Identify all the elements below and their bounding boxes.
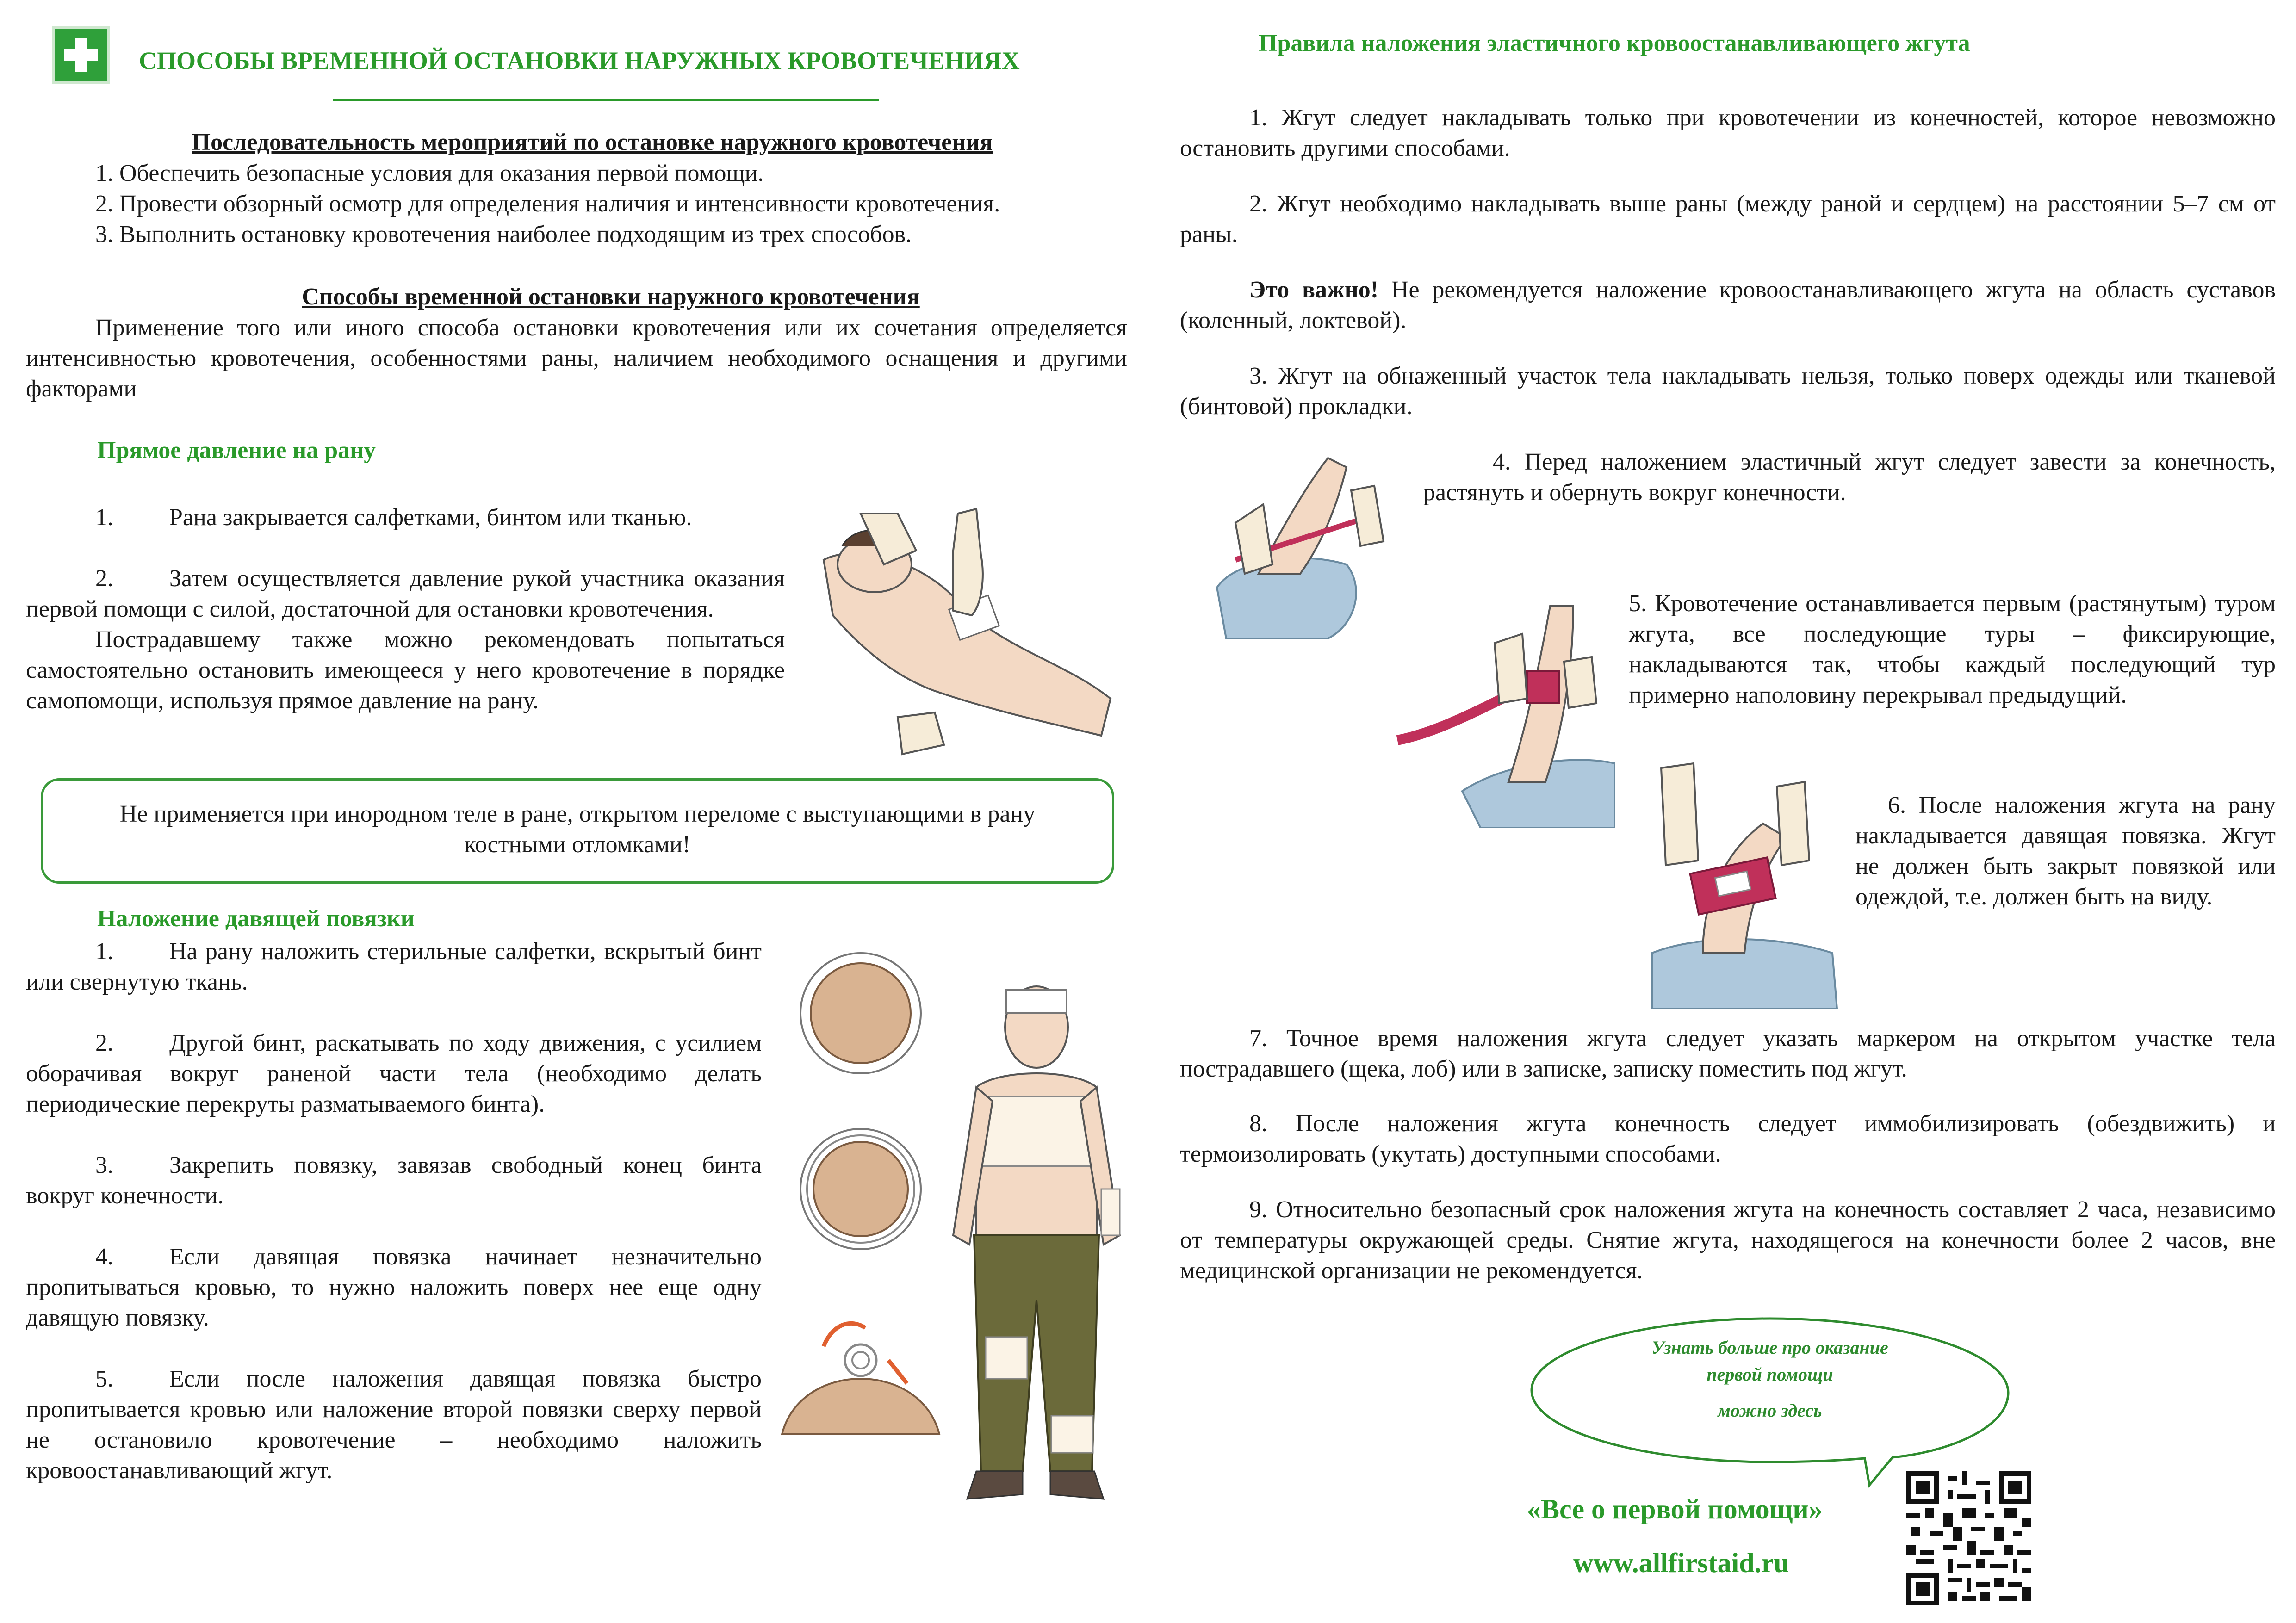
tourniquet-step5-illustration <box>1388 588 1615 828</box>
rule-1: 1. Жгут следует накладывать только при кровотечении из конечностей, которое невозможно остановить другими способами. <box>1180 105 2276 161</box>
info-bubble[interactable] <box>1527 1314 2013 1490</box>
methods-heading: Способы временной остановки наружного кровотечения <box>302 284 920 310</box>
dp-item1-num: 1. <box>95 504 113 531</box>
direct-pressure-heading: Прямое давление на рану <box>97 437 376 464</box>
pb-item-3 <box>26 1150 762 1211</box>
logo <box>52 26 110 84</box>
brand-name: «Все о первой помощи» <box>1527 1494 1823 1524</box>
important-note <box>1180 275 2276 336</box>
pb-item-4-num: 4. <box>95 1244 113 1270</box>
pb-item-5-text: Если после наложения давящая повязка быстро пропитывается кровью или наложение второй повязки сверху первой не остановило кровотечение – необходимо наложить кровоостанавливающий жгут. <box>26 1366 762 1484</box>
bubble-line-3: можно здесь <box>1718 1400 1822 1421</box>
tourniquet-step4-illustration <box>1208 449 1411 643</box>
pb-item-1-text: На рану наложить стерильные салфетки, вскрытый бинт или свернутую ткань. <box>26 938 762 995</box>
sequence-heading: Последовательность мероприятий по остановке наружного кровотечения <box>192 129 993 155</box>
sequence-item-3: 3. Выполнить остановку кровотечения наиболее подходящим из трех способов. <box>95 221 912 248</box>
bandage-technique-illustration <box>773 944 949 1457</box>
bandaged-man-illustration <box>944 948 1129 1522</box>
pressure-bandage-heading: Наложение давящей повязки <box>97 905 415 932</box>
direct-pressure-text <box>26 502 785 716</box>
pb-item-5-num: 5. <box>95 1366 113 1392</box>
title-underline <box>333 99 879 101</box>
pb-item-5 <box>26 1364 762 1486</box>
bubble-line-2: первой помощи <box>1706 1364 1833 1385</box>
important-label: Это важно! <box>1249 277 1379 303</box>
sequence-item-2: 2. Провести обзорный осмотр для определения наличия и интенсивности кровотечения. <box>95 191 1000 217</box>
qr-code[interactable] <box>1906 1471 2031 1605</box>
pb-item-2-text: Другой бинт, раскатывать по ходу движения, с усилием оборачивая вокруг раненой части тела (необходимо делать периодические перекруты разматываемого бинта). <box>26 1030 762 1117</box>
tourniquet-step6-illustration <box>1624 759 1846 1009</box>
pb-item-4 <box>26 1242 762 1333</box>
rule-4: 4. Перед наложением эластичный жгут следует завести за конечность, растянуть и обернуть вокруг конечности. <box>1423 449 2276 506</box>
dp-extra: Пострадавшему также можно рекомендовать попытаться самостоятельно остановить имеющееся у него кровотечение в порядке самопомощи, используя прямое давление на рану. <box>26 626 785 714</box>
pb-item-4-text: Если давящая повязка начинает незначительно пропитываться кровью, то нужно наложить поверх нее еще одну давящую повязку. <box>26 1244 762 1331</box>
pb-item-2 <box>26 1028 762 1120</box>
sequence-list <box>95 158 1169 250</box>
direct-pressure-illustration <box>805 495 1124 763</box>
dp-item1-text: Рана закрывается салфетками, бинтом или тканью. <box>169 504 692 531</box>
pb-item-2-num: 2. <box>95 1030 113 1056</box>
site-url[interactable]: www.allfirstaid.ru <box>1573 1548 1789 1578</box>
pb-item-3-text: Закрепить повязку, завязав свободный конец бинта вокруг конечности. <box>26 1152 762 1209</box>
methods-intro: Применение того или иного способа остановки кровотечения или их сочетания определяется интенсивностью кровотечения, особенностями раны, наличием необходимого оснащения и другими факторами <box>26 315 1127 402</box>
pb-item-3-num: 3. <box>95 1152 113 1178</box>
tourniquet-heading: Правила наложения эластичного кровоостанавливающего жгута <box>1259 30 1970 56</box>
bubble-line-1: Узнать больше про оказание <box>1651 1337 1888 1358</box>
dp-item2-num: 2. <box>95 565 113 592</box>
first-aid-cross-icon <box>61 35 101 75</box>
rule-3: 3. Жгут на обнаженный участок тела накладывать нельзя, только поверх одежды или тканевой (бинтовой) прокладки. <box>1180 363 2276 420</box>
rule-5: 5. Кровотечение останавливается первым (растянутым) туром жгута, все последующие туры – фиксирующие, накладываются так, чтобы каждый последующий тур примерно наполовину перекрывал предыдущий. <box>1629 590 2276 708</box>
warning-box <box>41 778 1114 884</box>
rule-6: 6. После наложения жгута на рану накладывается давящая повязка. Жгут не должен быть закрыт повязкой или одеждой, т.е. должен быть на виду. <box>1855 792 2276 910</box>
pb-item-1-num: 1. <box>95 938 113 965</box>
warning-text: Не применяется при инородном теле в ране, открытом переломе с выступающими в рану костными отломками! <box>119 801 1036 858</box>
rule-9: 9. Относительно безопасный срок наложения жгута на конечность составляет 2 часа, независимо от температуры окружающей среды. Снятие жгута, находящегося на конечности более 2 часов, вне медицинской организации не рекомендуется. <box>1180 1196 2276 1284</box>
important-text: Не рекомендуется наложение кровоостанавливающего жгута на область суставов (коленный, локтевой). <box>1180 277 2276 334</box>
sequence-item-1: 1. Обеспечить безопасные условия для оказания первой помощи. <box>95 160 764 186</box>
rule-7: 7. Точное время наложения жгута следует указать маркером на открытом участке тела пострадавшего (щека, лоб) или в записке, записку поместить под жгут. <box>1180 1025 2276 1082</box>
pb-item-1 <box>26 936 762 997</box>
rule-2: 2. Жгут необходимо накладывать выше раны (между раной и сердцем) на расстоянии 5–7 см от раны. <box>1180 191 2276 248</box>
dp-item2-text: Затем осуществляется давление рукой участника оказания первой помощи с силой, достаточной для остановки кровотечения. <box>26 565 785 622</box>
rule-8: 8. После наложения жгута конечность следует иммобилизировать (обездвижить) и термоизолировать (укутать) доступными способами. <box>1180 1110 2276 1167</box>
page-title: СПОСОБЫ ВРЕМЕННОЙ ОСТАНОВКИ НАРУЖНЫХ КРОВОТЕЧЕНИЯХ <box>139 47 1020 74</box>
pressure-bandage-list <box>26 936 762 1486</box>
